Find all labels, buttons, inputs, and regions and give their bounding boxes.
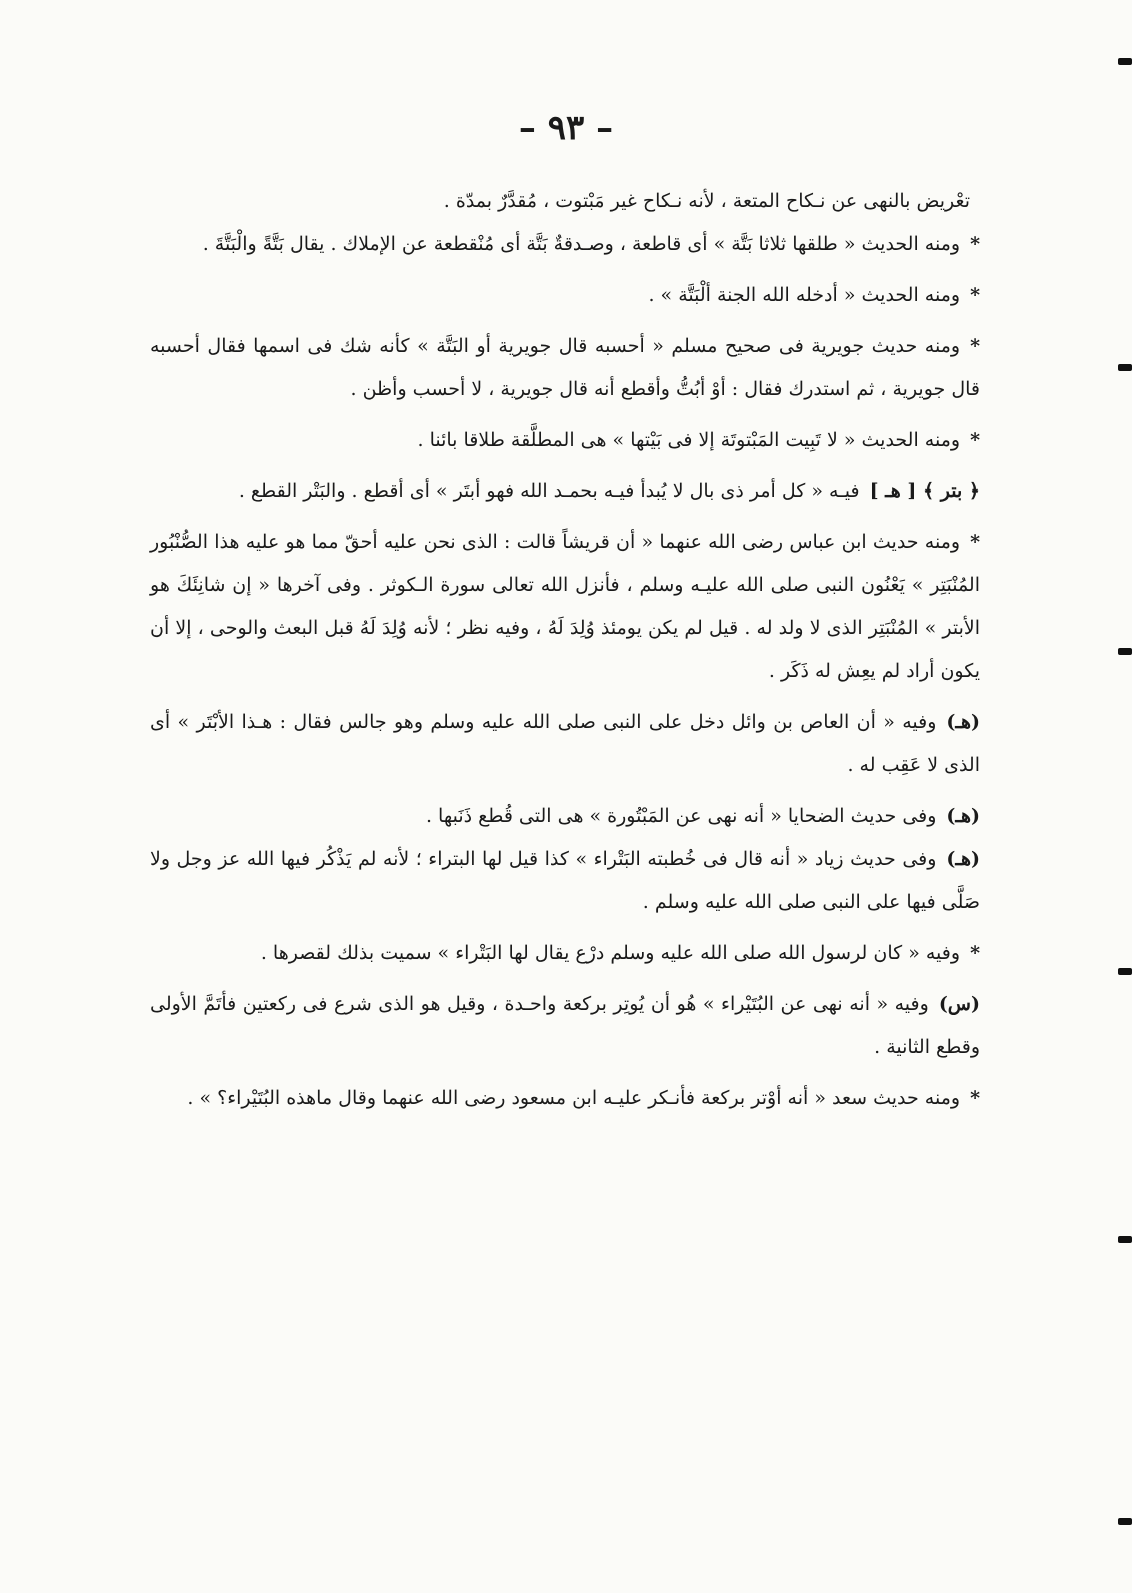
paragraph-text: وفى حديث الضحايا « أنه نهى عن المَبْتُورة » هى التى قُطع ذَنَبها . [425,805,937,827]
source-marker: (هـ) [946,848,980,870]
paragraph [150,274,980,317]
paragraph-text: ومنه حديث سعد « أنه أوْتر بركعة فأنـكر عليـه ابن مسعود رضى الله عنهما وقال ماهذه البُتَيْراء؟ » . [187,1087,961,1109]
paragraph-text: ومنه حديث جويرية فى صحيح مسلم « أحسبه قال جويرية أو البَتَّة » كأنه شك فى اسمها فقال أحسبه قال جويرية ، ثم استدرك فقال : أوْ أبُتُّ وأقطع أنه قال جويرية ، لا أحسب وأظن . [150,335,980,400]
entry-headword: ﴿ بتر ﴾ [ هـ ] [869,480,980,502]
source-marker: (س) [938,993,980,1015]
paragraph [150,325,980,411]
paragraph-text: ومنه حديث ابن عباس رضى الله عنهما « أن قريشاً قالت : الذى نحن عليه أحقّ مما هو عليه هذا الصُّنْبُور المُنْبَتِر » يَعْنُون النبى صلى الله عليـه وسلم ، فأنزل الله تعالى سورة الـكوثر . وفى آخرها « إن شانِئَكَ هو الأبتر » المُنْبَتِر الذى لا ولد له . قيل لم يكن يومئذ وُلِدَ لَهُ ، وفيه نظر ؛ لأنه وُلِدَ لَهُ قبل البعث والوحى ، إلا أن يكون أراد لم يعِش له ذَكَر . [150,531,980,682]
source-marker: (هـ) [946,805,980,827]
asterisk-marker: * [970,531,980,553]
asterisk-marker: * [970,1087,980,1109]
paragraph [150,223,980,266]
paragraph-text: تعْريض بالنهى عن نـكاح المتعة ، لأنه نـكاح غير مَبْتوت ، مُقدَّرٌ بمدّة . [443,190,970,212]
paragraph [150,838,980,924]
asterisk-marker: * [970,429,980,451]
paragraph-text: فيـه « كل أمر ذى بال لا يُبدأ فيـه بحمـد الله فهو أبتَر » أى أقطع . والبَتْر القطع . [238,480,860,502]
source-marker: (هـ) [946,711,980,733]
paragraph-text: ومنه الحديث « أدخله الله الجنة ألْبَتَّة » . [648,284,961,306]
paragraph-text: وفيه « أنه نهى عن البُتَيْراء » هُو أن يُوتِر بركعة واحـدة ، وقيل هو الذى شرع فى ركعتين فأتَمَّ الأولى وقطع الثانية . [150,993,980,1058]
paragraph [150,701,980,787]
scan-edge-mark [1118,1236,1132,1243]
paragraph-text: وفيه « كان لرسول الله صلى الله عليه وسلم درْع يقال لها البَتْراء » سميت بذلك لقصرها . [260,942,961,964]
scan-edge-mark [1118,648,1132,655]
paragraph [150,521,980,693]
paragraph-marker [970,190,980,212]
asterisk-marker: * [970,284,980,306]
entry-paragraph [150,470,980,513]
paragraph [150,180,980,223]
paragraph [150,419,980,462]
paragraph-text: وفى حديث زياد « أنه قال فى خُطبته البَتْراء » كذا قيل لها البتراء ؛ لأنه لم يَذْكُر فيها الله عز وجل ولا صَلَّى فيها على النبى صلى الله عليه وسلم . [150,848,980,913]
scan-edge-mark [1118,968,1132,975]
paragraph-text: ومنه الحديث « لا تَبِيت المَبْتوتَة إلا فى بَيْتها » هى المطلَّقة طلاقا بائنا . [417,429,961,451]
paragraph [150,795,980,838]
paragraph [150,932,980,975]
paragraph-text: وفيه « أن العاص بن وائل دخل على النبى صلى الله عليه وسلم وهو جالس فقال : هـذا الأبْتَر » أى الذى لا عَقِب له . [150,711,980,776]
page-number: – ٩٣ – [518,108,614,148]
paragraph [150,1077,980,1120]
body-text [150,180,980,1128]
paragraph-text: ومنه الحديث « طلقها ثلاثا بَتَّة » أى قاطعة ، وصـدقةٌ بَتَّة أى مُنْقطعة عن الإملاك . يقال بَتَّةً والْبَتَّةَ . [202,233,961,255]
asterisk-marker: * [970,335,980,357]
scan-edge-mark [1118,364,1132,371]
asterisk-marker: * [970,233,980,255]
paragraph [150,983,980,1069]
asterisk-marker: * [970,942,980,964]
scan-edge-mark [1118,58,1132,65]
scan-edge-mark [1118,1518,1132,1525]
